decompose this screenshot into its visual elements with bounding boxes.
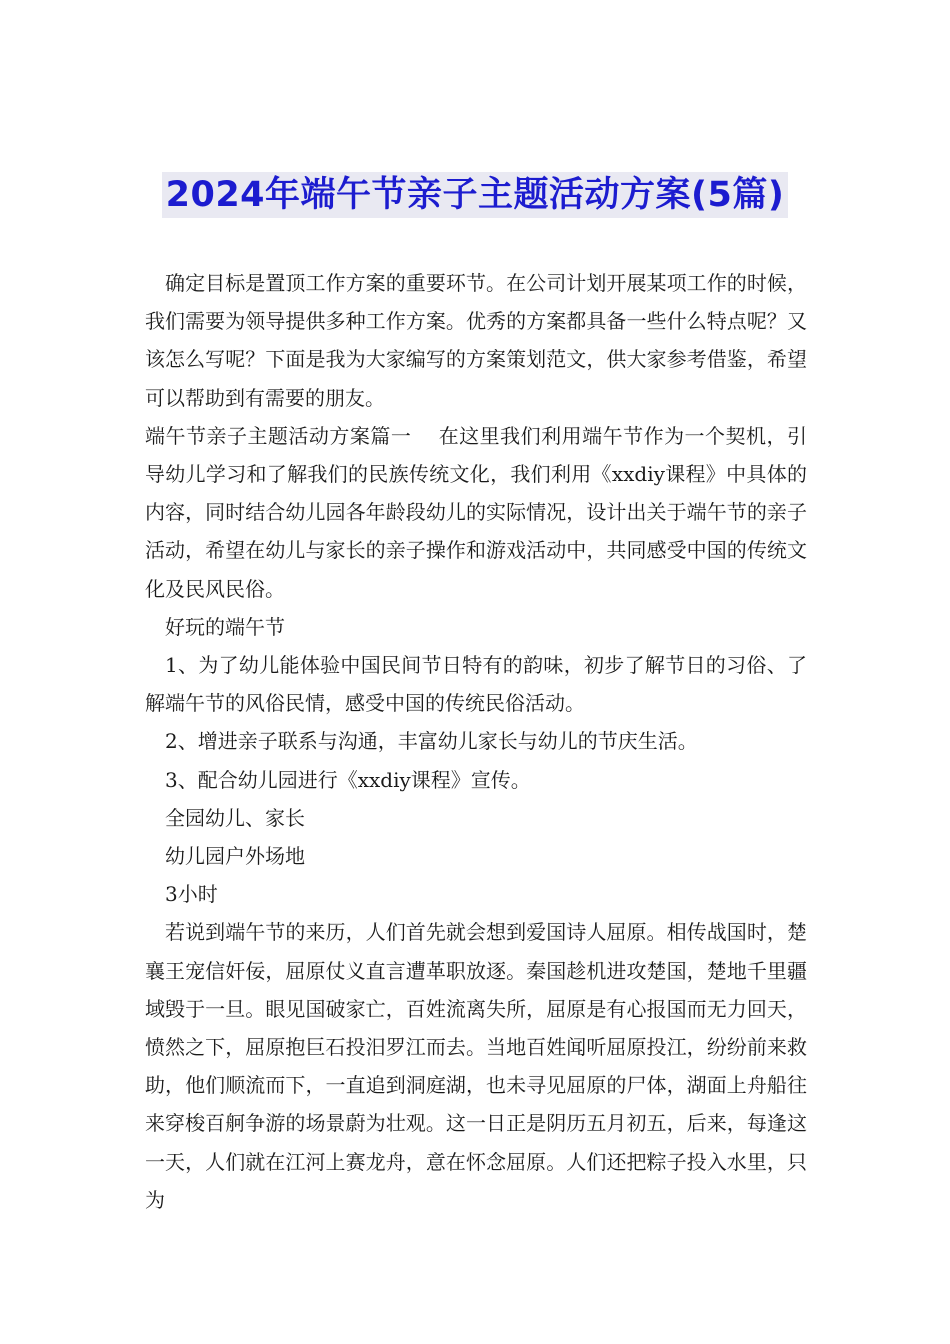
paragraph-duration: 3小时 [165,882,218,907]
paragraph-intro: 确定目标是置顶工作方案的重要环节。在公司计划开展某项工作的时候，我们需要为领导提供多种工作方案。优秀的方案都具备一些什么特点呢？又该怎么写呢？下面是我为大家编写的方案策划范文，供大家参考借鉴，希望可以帮助到有需要的朋友。 [145,271,807,410]
paragraph-goal-3: 3、配合幼儿园进行《xxdiy课程》宣传。 [165,767,531,792]
paragraph-goal-1: 1、为了幼儿能体验中国民间节日特有的韵味，初步了解节日的习俗、了解端午节的风俗民情，感受中国的传统民俗活动。 [145,653,807,716]
paragraph-plan-one: 端午节亲子主题活动方案篇一 在这里我们利用端午节作为一个契机，引导幼儿学习和了解我们的民族传统文化，我们利用《xxdiy课程》中具体的内容，同时结合幼儿园各年龄段幼儿的实际情况，设计出关于端午节的亲子活动，希望在幼儿与家长的亲子操作和游戏活动中，共同感受中国的传统文化及民风民俗。 [145,423,807,601]
paragraph-location: 幼儿园户外场地 [165,844,305,869]
paragraph-participants: 全园幼儿、家长 [165,805,305,830]
document-body [145,264,807,1219]
document-title: 2024年端午节亲子主题活动方案(5篇) [162,172,789,218]
paragraph-story: 若说到端午节的来历，人们首先就会想到爱国诗人屈原。相传战国时，楚襄王宠信奸佞，屈原仗义直言遭革职放逐。秦国趁机进攻楚国，楚地千里疆域毁于一旦。眼见国破家亡，百姓流离失所，屈原是有心报国而无力回天，愤然之下，屈原抱巨石投汨罗江而去。当地百姓闻听屈原投江，纷纷前来救助，他们顺流而下，一直追到洞庭湖，也未寻见屈原的尸体，湖面上舟船往来穿梭百舸争游的场景蔚为壮观。这一日正是阴历五月初五，后来，每逢这一天，人们就在江河上赛龙舟，意在怀念屈原。人们还把粽子投入水里，只为 [145,920,807,1212]
paragraph-goal-2: 2、增进亲子联系与沟通，丰富幼儿家长与幼儿的节庆生活。 [165,729,698,754]
title-wrap [0,172,950,218]
paragraph-theme: 好玩的端午节 [165,614,285,639]
